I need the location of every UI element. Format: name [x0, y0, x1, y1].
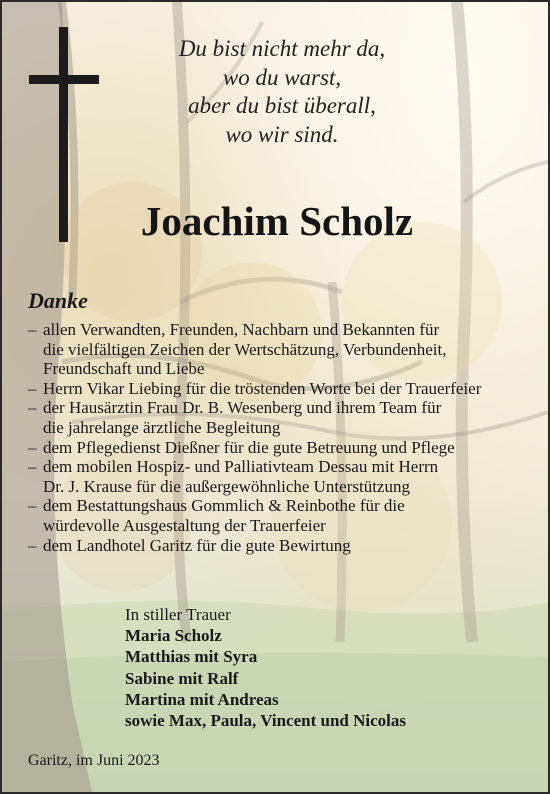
mourners-intro: In stiller Trauer: [125, 605, 231, 624]
thanks-item: – dem Bestattungshaus Gommlich & Reinbothe für die würdevolle Ausgestaltung der Trauerfeier: [28, 496, 405, 535]
thanks-list: [28, 320, 538, 555]
poem-line: wo wir sind.: [225, 121, 339, 147]
mourners-block: [125, 604, 406, 731]
memorial-poem: [122, 35, 442, 149]
mourner-name: sowie Max, Paula, Vincent und Nicolas: [125, 711, 406, 731]
mourner-name: Maria Scholz: [125, 626, 222, 646]
latin-cross-icon: [29, 27, 99, 242]
mourner-name: Martina mit Andreas: [125, 689, 279, 709]
place-and-date: Garitz, im Juni 2023: [28, 752, 160, 769]
mourner-name: Matthias mit Syra: [125, 647, 258, 667]
thanks-item: – der Hausärztin Frau Dr. B. Wesenberg und ihrem Team für die jahrelange ärztliche Begleitung: [28, 398, 442, 437]
thanks-item: – dem Landhotel Garitz für die gute Bewirtung: [28, 535, 351, 555]
thanks-item: – dem Pflegedienst Dießner für die gute Betreuung und Pflege: [28, 437, 455, 457]
thanks-item: – allen Verwandten, Freunden, Nachbarn und Bekannten für die vielfältigen Zeichen der Wertschätzung, Verbundenheit, Freundschaft und Liebe: [28, 320, 447, 379]
thanks-item: – Herrn Vikar Liebing für die tröstenden Worte bei der Trauerfeier: [28, 378, 482, 398]
thanks-heading: Danke: [28, 288, 88, 313]
thanks-item: – dem mobilen Hospiz- und Palliativteam Dessau mit Herrn Dr. J. Krause für die außergewöhnliche Unterstützung: [28, 457, 439, 496]
deceased-name: Joachim Scholz: [140, 198, 414, 244]
poem-line: aber du bist überall,: [188, 93, 376, 118]
poem-line: Du bist nicht mehr da,: [178, 36, 386, 61]
poem-line: wo du warst,: [222, 64, 342, 90]
mourner-name: Sabine mit Ralf: [125, 668, 239, 688]
